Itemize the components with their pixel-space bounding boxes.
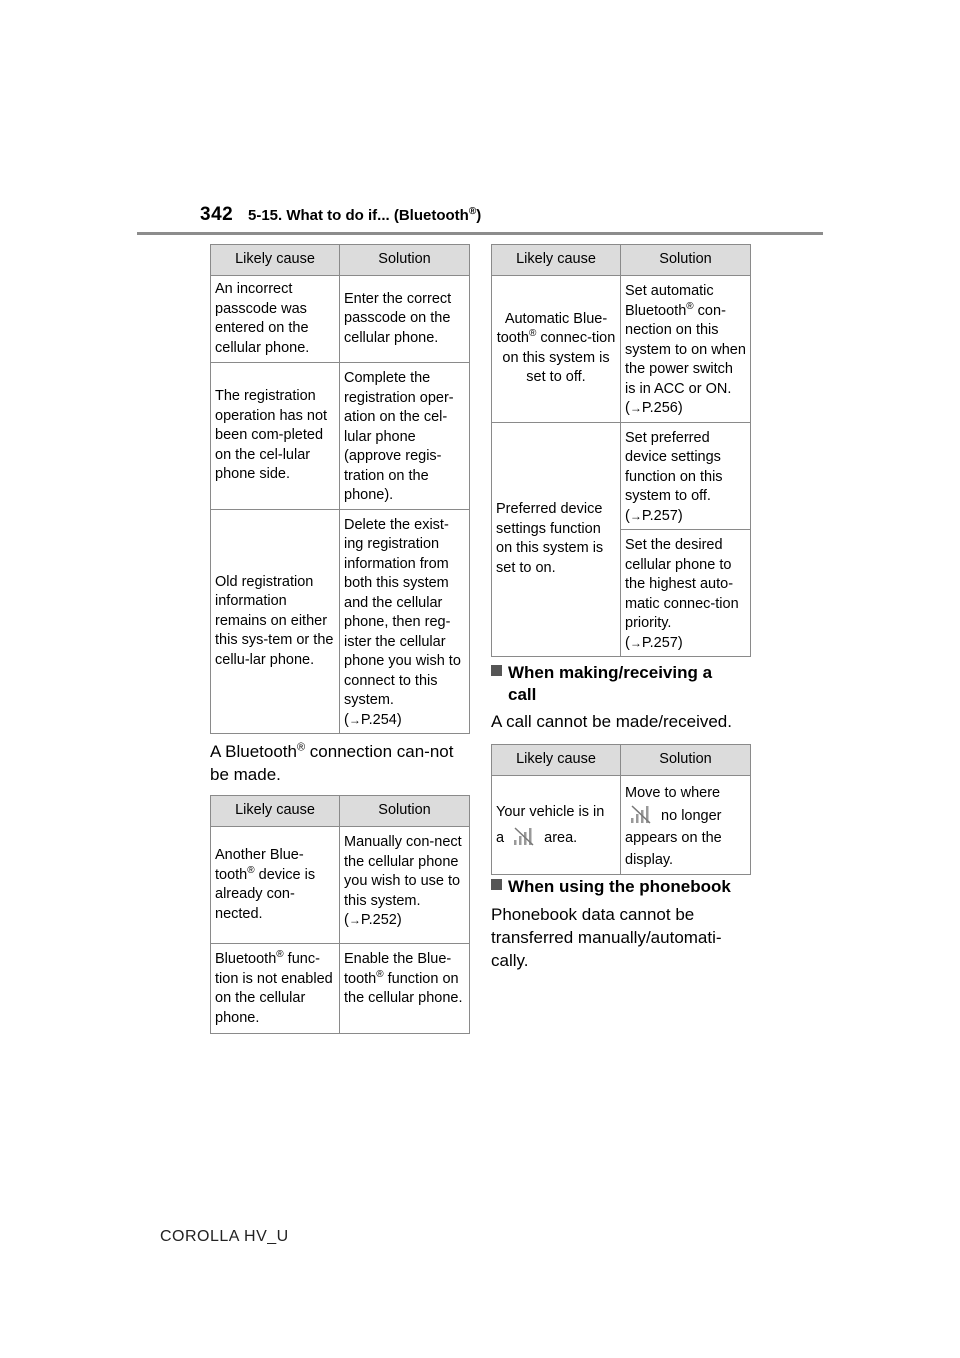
cause-cell: The registration operation has not been com-pleted on the cel-lular phone side. [211, 363, 340, 510]
cause-cell: Automatic Blue-tooth® connec-tion on this system is set to off. [492, 276, 621, 423]
square-bullet-icon [491, 665, 502, 676]
table-row [211, 276, 470, 363]
paragraph-connection: A Bluetooth® connection can-not be made. [210, 741, 454, 784]
page-reference-link[interactable]: P.252 [360, 912, 397, 928]
table-registration [210, 244, 470, 734]
solution-cell: Complete the registration oper-ation on the cel-lular phone (approve regis-tration on the phone). [340, 363, 470, 510]
cause-cell: Old registration information remains on either this sys-tem or the cellu-lar phone. [211, 509, 340, 734]
page-number: 342 [200, 204, 234, 225]
header-solution: Solution [621, 745, 751, 776]
table-row [492, 422, 751, 530]
no-signal-icon [629, 804, 653, 824]
arrow-icon: → [348, 712, 361, 727]
cause-cell: Another Blue-tooth® device is already con-nected. [211, 827, 340, 944]
header-likely-cause: Likely cause [211, 245, 340, 276]
header-likely-cause: Likely cause [211, 796, 340, 827]
header-likely-cause: Likely cause [492, 245, 621, 276]
section-title: 5-15. What to do if... (Bluetooth®) [248, 206, 482, 224]
solution-cell: Set the desired cellular phone to the highest auto-matic connec-tion priority. (→P.257) [621, 530, 751, 657]
table-auto-connection [491, 244, 751, 657]
cause-cell: Bluetooth® func-tion is not enabled on the cellular phone. [211, 944, 340, 1034]
subhead-phonebook: When using the phonebook [491, 876, 781, 898]
page-reference-link[interactable]: P.257 [641, 634, 678, 651]
header-likely-cause: Likely cause [492, 745, 621, 776]
subhead-call: When making/receiving a call [491, 662, 761, 706]
square-bullet-icon [491, 879, 502, 890]
table-row [492, 276, 751, 423]
solution-cell: Manually con-nect the cellular phone you wish to use to this system. (→P.252) [340, 827, 470, 944]
page-header [0, 0, 960, 240]
solution-cell: Set preferred device settings function on this system to off. (→P.257) [621, 422, 751, 530]
solution-cell: Delete the exist-ing registration information from both this system and the cellular phone, then reg-ister the cellular phone you wish to connect to this system. (→P.254) [340, 509, 470, 734]
table-row [211, 827, 470, 944]
page-reference-link[interactable]: P.254 [360, 711, 397, 728]
header-solution: Solution [340, 245, 470, 276]
solution-cell: Enable the Blue-tooth® function on the cellular phone. [340, 944, 470, 1034]
paragraph-phonebook: Phonebook data cannot be transferred manually/automati-cally. [491, 905, 722, 970]
header-solution: Solution [340, 796, 470, 827]
table-row [211, 944, 470, 1034]
arrow-icon: → [629, 401, 642, 415]
cause-cell: Your vehicle is in a area. [492, 776, 621, 875]
table-connection [210, 795, 470, 1034]
cause-cell: Preferred device settings function on this system is set to on. [492, 422, 621, 657]
page-reference-link[interactable]: P.257 [641, 507, 678, 524]
table-call [491, 744, 751, 875]
paragraph-call: A call cannot be made/received. [491, 712, 732, 731]
table-header-row [211, 796, 470, 827]
table-header-row [492, 745, 751, 776]
cause-cell: An incorrect passcode was entered on the cellular phone. [211, 276, 340, 363]
table-row [492, 776, 751, 875]
table-row [211, 363, 470, 510]
arrow-icon: → [629, 635, 642, 650]
arrow-icon: → [629, 508, 642, 523]
footer-model: COROLLA HV_U [160, 1228, 289, 1245]
table-header-row [211, 245, 470, 276]
arrow-icon: → [348, 913, 361, 927]
solution-cell: Set automatic Bluetooth® con-nection on this system to on when the power switch is in ACC or ON. (→P.256) [621, 276, 751, 423]
table-row [211, 509, 470, 734]
header-rule [137, 232, 823, 235]
table-header-row [492, 245, 751, 276]
solution-cell: Enter the correct passcode on the cellular phone. [340, 276, 470, 363]
header-solution: Solution [621, 245, 751, 276]
no-signal-icon [512, 826, 536, 846]
page-reference-link[interactable]: P.256 [641, 400, 678, 416]
solution-cell: Move to where no longer appears on the display. [621, 776, 751, 875]
